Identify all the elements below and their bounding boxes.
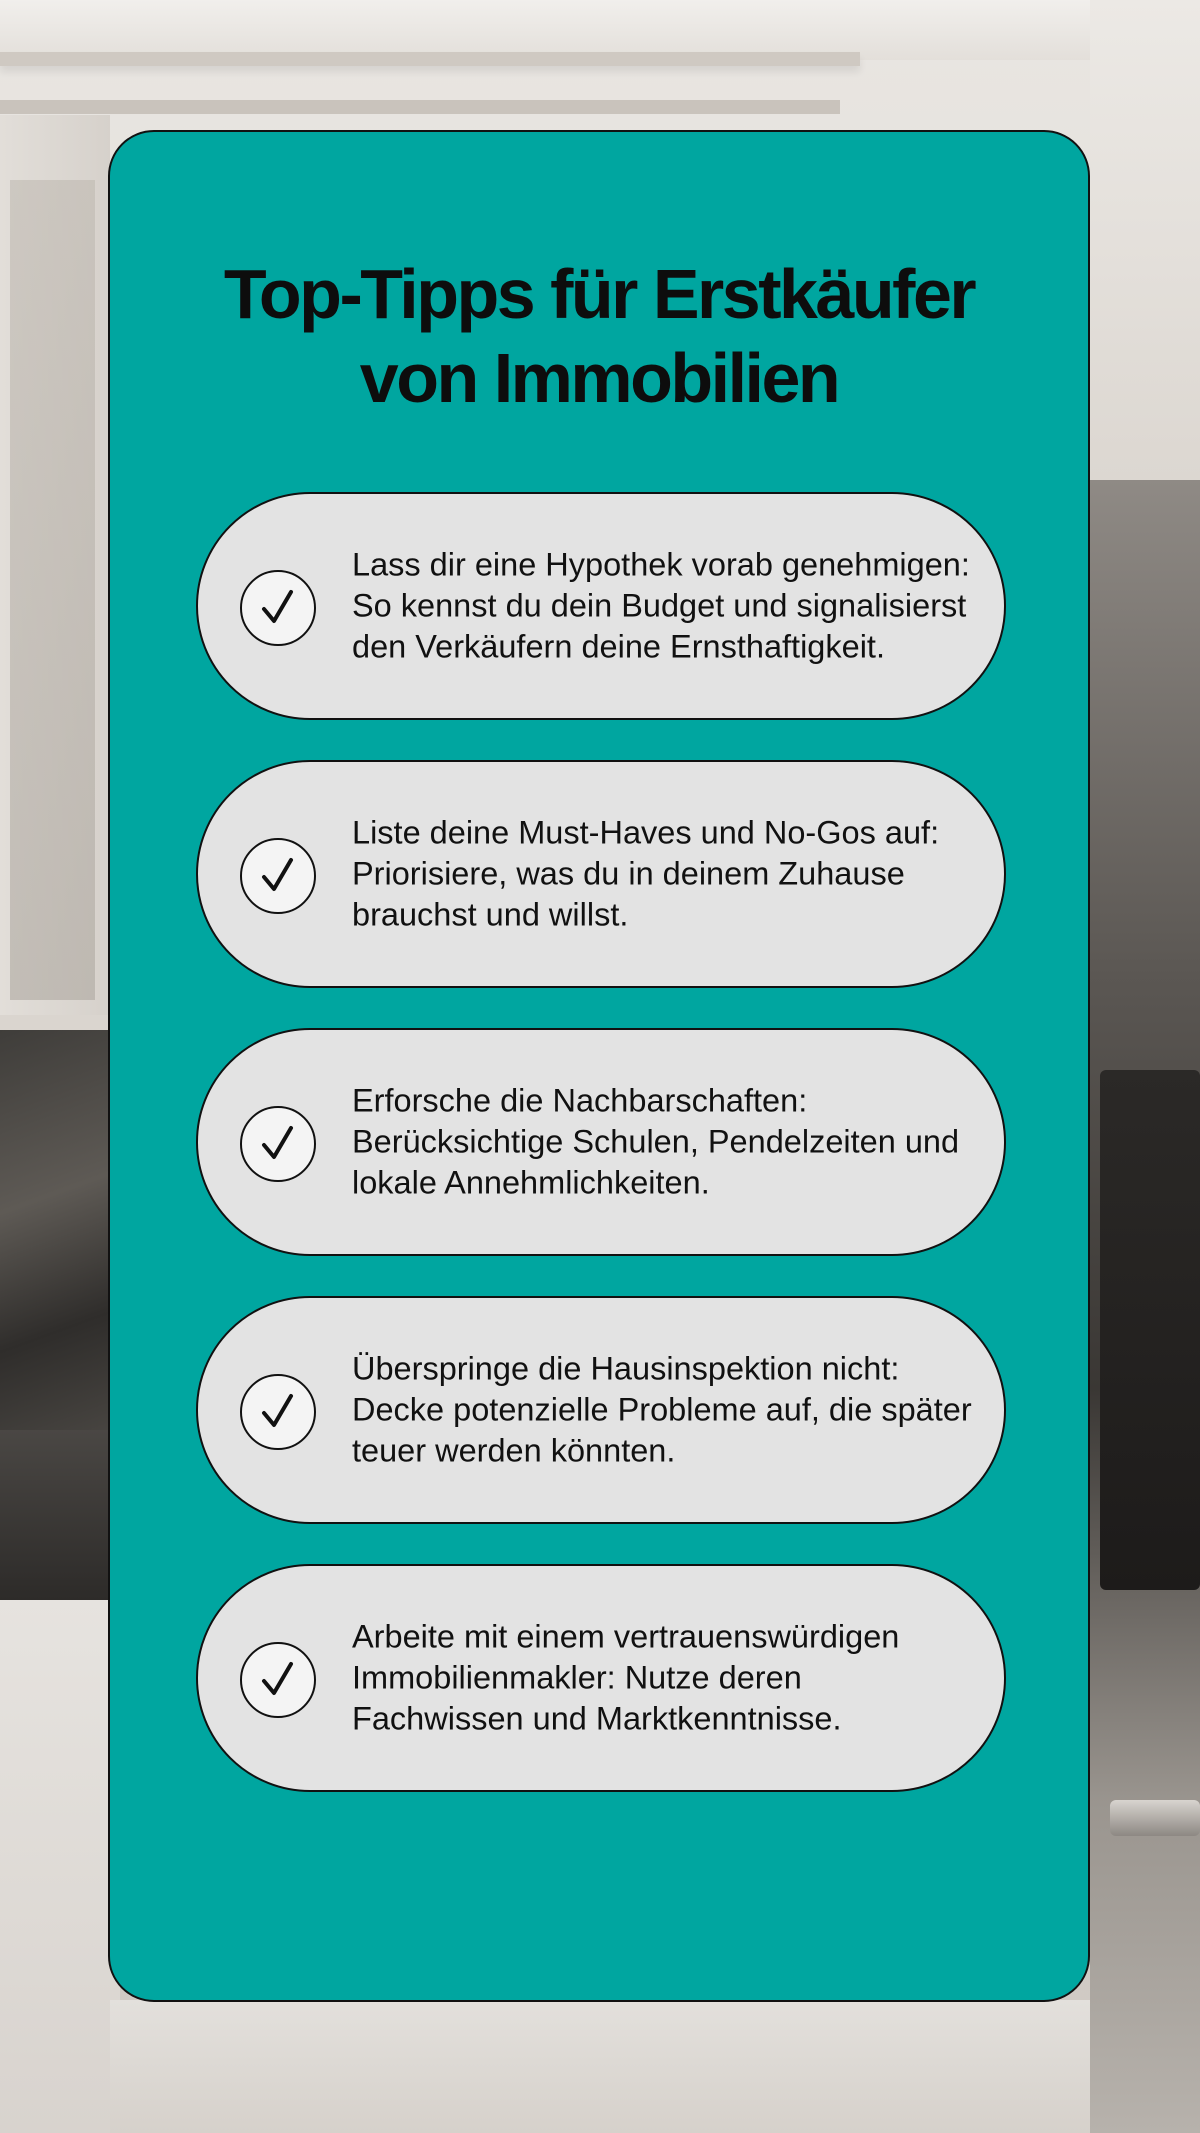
page-title xyxy=(110,252,1088,420)
background-lower-cabinet xyxy=(0,1600,120,2133)
background-molding xyxy=(0,100,840,114)
background-appliance-panel xyxy=(1100,1070,1200,1590)
tip-text: Überspringe die Hausinspektion nicht: Decke potenzielle Probleme auf, die später teuer werden könnten. xyxy=(352,1350,972,1469)
background-appliance-handle xyxy=(1110,1800,1200,1836)
tip-text: Erforsche die Nachbarschaften: Berücksichtige Schulen, Pendelzeiten und lokale Annehmlichkeiten. xyxy=(352,1082,960,1201)
background-glass-door xyxy=(10,180,95,1000)
title-line-1: Top-Tipps für Erstkäufer xyxy=(223,255,975,333)
title-line-2: von Immobilien xyxy=(359,339,839,417)
tip-item-2 xyxy=(196,760,1006,988)
checkmark-icon xyxy=(240,1642,316,1718)
tip-item-5 xyxy=(196,1564,1006,1792)
tips-list xyxy=(196,492,1006,1832)
tip-text: Liste deine Must-Haves und No-Gos auf: Priorisiere, was du in deinem Zuhause brauchst und willst. xyxy=(352,814,940,933)
background-ceiling xyxy=(0,0,1200,60)
background-countertop xyxy=(0,1430,110,1600)
background-right-cabinet xyxy=(1090,0,1200,480)
tip-item-3 xyxy=(196,1028,1006,1256)
background-crown-molding xyxy=(0,52,860,66)
checkmark-icon xyxy=(240,570,316,646)
checkmark-icon xyxy=(240,838,316,914)
checkmark-icon xyxy=(240,1374,316,1450)
background-marble-backsplash xyxy=(0,1030,110,1450)
tip-text: Arbeite mit einem vertrauenswürdigen Immobilienmakler: Nutze deren Fachwissen und Marktkenntnisse. xyxy=(352,1618,900,1737)
background-bottom-cabinet xyxy=(110,2000,1090,2133)
tip-item-1 xyxy=(196,492,1006,720)
tip-item-4 xyxy=(196,1296,1006,1524)
checkmark-icon xyxy=(240,1106,316,1182)
tips-card xyxy=(108,130,1090,2002)
tip-text: Lass dir eine Hypothek vorab genehmigen: So kennst du dein Budget und signalisierst den Verkäufern deine Ernsthaftigkeit. xyxy=(352,546,970,665)
